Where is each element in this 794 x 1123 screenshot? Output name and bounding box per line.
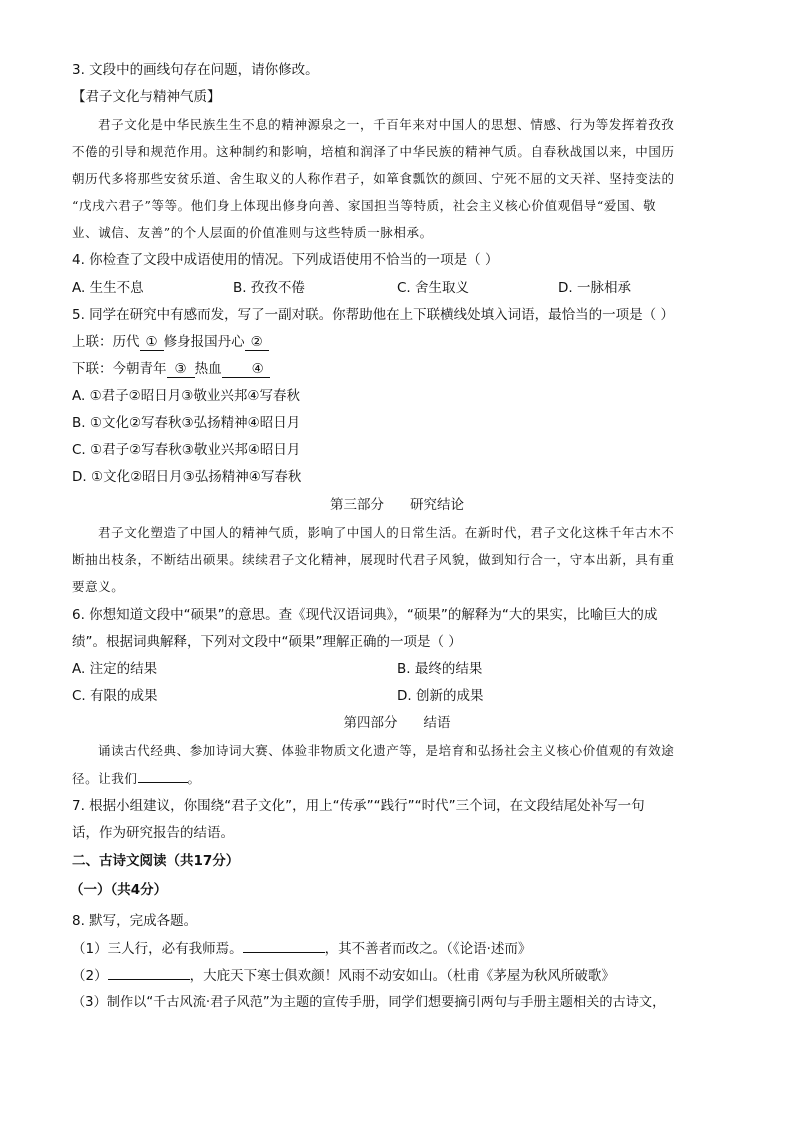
paragraph-1-line-4: “戊戌六君子”等等。他们身上体现出修身向善、家国担当等特质，社会主义核心价值观倡导“爱国、敬 <box>72 198 657 213</box>
paragraph-1-line-1: 君子文化是中华民族生生不息的精神源泉之一，千百年来对中国人的思想、情感、行为等发挥着孜孜 <box>98 117 675 132</box>
q8-1-blank <box>243 938 325 953</box>
q8-2-start: （2） <box>72 968 108 984</box>
blank-1: ① <box>140 334 164 351</box>
paragraph-2-line-2: 断抽出枝条，不断结出硕果。续续君子文化精神，展现时代君子风貌，做到知行合一，守本出新，具有重 <box>72 552 675 567</box>
question-7-line-1: 7. 根据小组建议，你围绕“君子文化”，用上“传承”“践行”“时代”三个词，在文段结尾处补写一句 <box>72 798 645 814</box>
q6-option-c: C. 有限的成果 <box>72 688 158 704</box>
couplet-lower-start: 下联：今朝青年 <box>72 361 167 377</box>
question-6-stem-1: 6. 你想知道文段中“硕果”的意思。查《现代汉语词典》，“硕果”的解释为“大的果实，比喻巨大的成 <box>72 607 658 623</box>
couplet-lower-mid: 热血 <box>194 361 222 377</box>
q6-option-b: B. 最终的结果 <box>397 661 483 677</box>
paragraph-3-end: 。 <box>187 771 201 786</box>
part-3-title: 第三部分 <box>330 497 384 513</box>
paragraph-3-lead: 径。让我们 <box>72 771 138 786</box>
q4-option-a: A. 生生不息 <box>72 280 144 296</box>
paragraph-2-line-1: 君子文化塑造了中国人的精神气质，影响了中国人的日常生活。在新时代，君子文化这株千年古木不 <box>98 525 675 540</box>
q8-1-start: （1）三人行，必有我师焉。 <box>72 941 243 957</box>
blank-3: ③ <box>167 361 195 378</box>
question-4-stem: 4. 你检查了文段中成语使用的情况。下列成语使用不恰当的一项是（ ） <box>72 252 499 268</box>
q5-option-b: B. ①文化②写春秋③弘扬精神④昭日月 <box>72 415 301 431</box>
part-4-title: 第四部分 <box>343 715 398 731</box>
q6-option-a: A. 注定的结果 <box>72 661 158 677</box>
paragraph-2-line-3: 要意义。 <box>72 579 125 594</box>
section-2-heading: 二、古诗文阅读（共17分） <box>72 853 240 869</box>
q8-2-blank <box>108 965 190 980</box>
q4-option-d: D. 一脉相承 <box>558 280 631 296</box>
question-8-item-1 <box>72 938 531 959</box>
blank-4: ④ <box>222 361 270 378</box>
q5-option-a: A. ①君子②昭日月③敬业兴邦④写春秋 <box>72 388 300 404</box>
answer-blank <box>138 768 188 783</box>
paragraph-1-line-3: 朝历代多将那些安贫乐道、舍生取义的人称作君子，如箪食瓢饮的颜回、宁死不屈的文天祥、坚持变法的 <box>72 171 675 186</box>
q8-1-end: ，其不善者而改之。（《论语·述而》 <box>324 941 532 957</box>
paragraph-3-line-1: 诵读古代经典、参加诗词大赛、体验非物质文化遗产等，是培育和弘扬社会主义核心价值观的有效途 <box>98 743 675 758</box>
couplet-upper-start: 上联：历代 <box>72 334 140 350</box>
q8-2-end: ，大庇天下寒士俱欢颜！风雨不动安如山。（杜甫《茅屋为秋风所破歌》 <box>189 968 615 984</box>
couplet-lower <box>72 359 270 379</box>
question-7-line-2: 话，作为研究报告的结语。 <box>72 825 234 841</box>
question-5-stem: 5. 同学在研究中有感而发，写了一副对联。你帮助他在上下联横线处填入词语，最恰当的一项是（ ） <box>72 307 674 323</box>
q5-option-c: C. ①君子②写春秋③敬业兴邦④昭日月 <box>72 442 301 458</box>
question-3: 3. 文段中的画线句存在问题，请你修改。 <box>72 62 319 78</box>
q6-option-d: D. 创新的成果 <box>397 688 484 704</box>
part-4-heading <box>0 713 794 733</box>
q4-option-b: B. 孜孜不倦 <box>233 280 305 296</box>
subsection-1-heading: （一）（共4分） <box>70 882 168 898</box>
q4-option-c: C. 舍生取义 <box>397 280 470 296</box>
couplet-upper-mid: 修身报国丹心 <box>163 334 245 350</box>
section-tag: 【君子文化与精神气质】 <box>72 89 221 105</box>
paragraph-1-line-5: 业、诚信、友善”的个人层面的价值准则与这些特质一脉相承。 <box>72 225 433 240</box>
q5-option-d: D. ①文化②昭日月③弘扬精神④写春秋 <box>72 469 302 485</box>
question-8-stem: 8. 默写，完成各题。 <box>72 913 198 929</box>
question-6-stem-2: 绩”。根据词典解释，下列对文段中“硕果”理解正确的一项是（ ） <box>72 634 462 650</box>
part-3-heading <box>0 495 794 515</box>
part-4-subtitle: 结语 <box>423 715 451 731</box>
paragraph-1-line-2: 不倦的引导和规范作用。这种制约和影响，培植和润泽了中华民族的精神气质。自春秋战国以来，中国历 <box>72 144 675 159</box>
part-3-subtitle: 研究结论 <box>410 497 464 513</box>
blank-2: ② <box>245 334 269 351</box>
question-8-item-2 <box>72 965 615 986</box>
paragraph-3-line-2 <box>72 768 201 789</box>
question-8-item-3: （3）制作以“千古风流·君子风范”为主题的宣传手册，同学们想要摘引两句与手册主题相关的古诗文， <box>72 995 666 1010</box>
couplet-upper <box>72 332 269 352</box>
